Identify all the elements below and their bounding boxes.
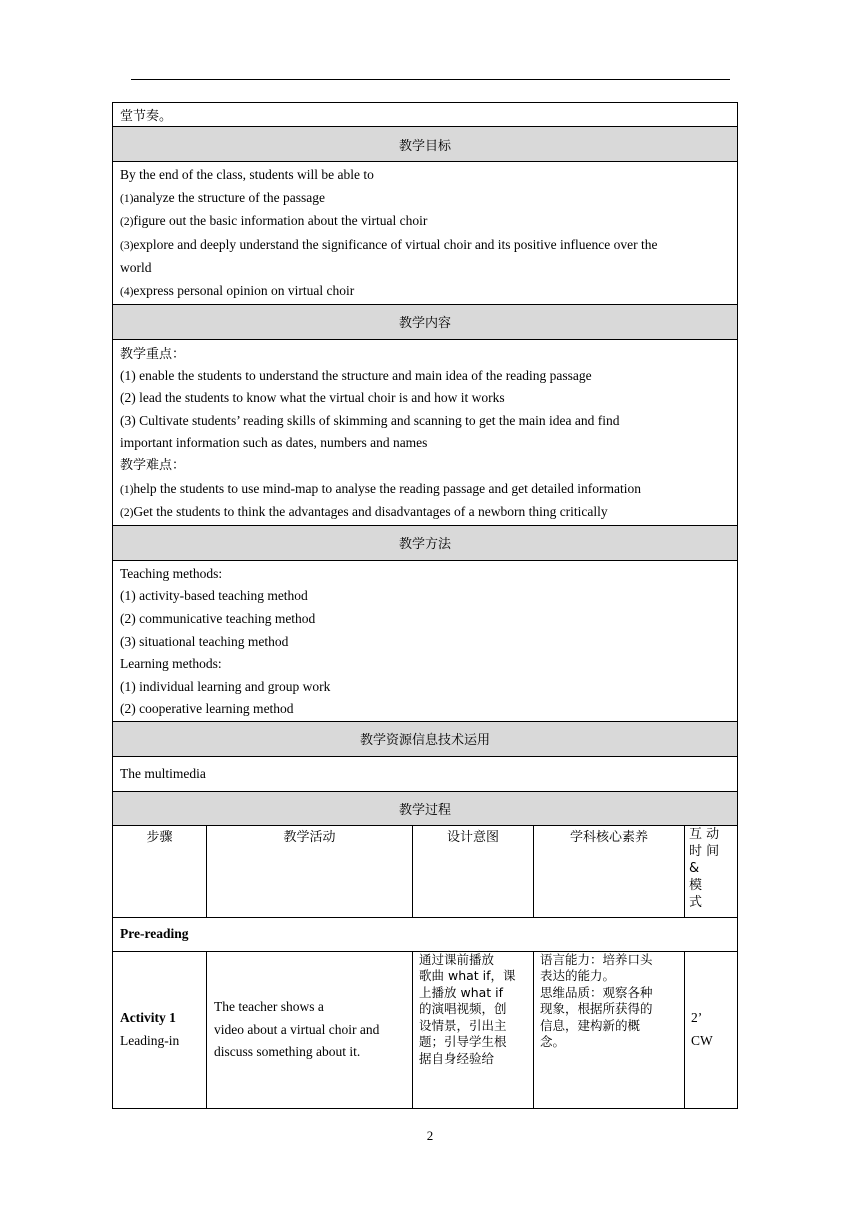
resources-heading: 教学资源信息技术运用 — [113, 721, 738, 756]
lesson-plan-table — [112, 102, 738, 1109]
objective-item: (2)figure out the basic information about the virtual choir — [120, 213, 428, 229]
page-number: 2 — [426, 1128, 434, 1143]
key-point-cont: important information such as dates, numbers and names — [120, 435, 428, 451]
col-activity: 教学活动 — [207, 825, 413, 917]
objectives-intro: By the end of the class, students will be able to — [120, 167, 374, 182]
key-point: (2) lead the students to know what the virtual choir is and how it works — [120, 390, 505, 406]
difficult-point: (1)help the students to use mind-map to analyse the reading passage and get detailed information — [120, 480, 642, 496]
activity-literacy: 语言能力：培养口头 表达的能力。 思维品质：观察各种 现象，根据所获得的 信息，建构新的概 念。 — [534, 951, 685, 1108]
teaching-method: (3) situational teaching method — [120, 633, 289, 649]
col-literacy: 学科核心素养 — [534, 825, 685, 917]
learning-method: (2) cooperative learning method — [120, 701, 294, 717]
activity-time-mode — [685, 951, 738, 1108]
methods-body — [113, 560, 738, 721]
objectives-heading: 教学目标 — [113, 127, 738, 162]
objective-item: (3)explore and deeply understand the significance of virtual choir and its positive influence over the — [120, 236, 658, 252]
learning-method: (1) individual learning and group work — [120, 678, 331, 694]
content-heading: 教学内容 — [113, 304, 738, 339]
content-body — [113, 339, 738, 525]
header-rule — [131, 79, 730, 80]
difficult-points-label: 教学难点： — [120, 457, 186, 473]
col-intent: 设计意图 — [413, 825, 534, 917]
continued-text: 堂节奏。 — [113, 103, 738, 127]
objectives-body — [113, 162, 738, 305]
activity-step — [113, 951, 207, 1108]
teaching-method: (2) communicative teaching method — [120, 610, 316, 626]
teaching-method: (1) activity-based teaching method — [120, 588, 308, 604]
process-heading: 教学过程 — [113, 791, 738, 825]
col-time-mode: 互 动 时 间 & 模 式 — [685, 825, 738, 917]
objective-item: (4)express personal opinion on virtual choir — [120, 282, 355, 298]
key-points-label: 教学重点： — [120, 346, 186, 362]
difficult-point: (2)Get the students to think the advantages and disadvantages of a newborn thing critically — [120, 504, 608, 520]
activity-description: The teacher shows a video about a virtual choir and discuss something about it. — [207, 951, 413, 1108]
stage-label: Pre-reading — [113, 917, 738, 951]
activity-mode: CW — [691, 1032, 713, 1048]
key-point: (3) Cultivate students’ reading skills of skimming and scanning to get the main idea and find — [120, 412, 620, 428]
key-point: (1) enable the students to understand the structure and main idea of the reading passage — [120, 367, 592, 383]
col-step: 步骤 — [113, 825, 207, 917]
objective-item: (1)analyze the structure of the passage — [120, 189, 325, 205]
methods-heading: 教学方法 — [113, 525, 738, 560]
resources-text: The multimedia — [113, 756, 738, 791]
learning-methods-label: Learning methods: — [120, 656, 222, 672]
activity-time: 2’ — [691, 1010, 703, 1026]
objective-item-cont: world — [120, 260, 152, 276]
teaching-methods-label: Teaching methods: — [120, 565, 223, 581]
activity-name: Activity 1 — [120, 1010, 176, 1026]
activity-intent: 通过课前播放 歌曲 what if，课 上播放 what if 的演唱视频，创 设情景，引出主 题；引导学生根 据自身经验给 — [413, 951, 534, 1108]
activity-sub: Leading-in — [120, 1032, 180, 1048]
